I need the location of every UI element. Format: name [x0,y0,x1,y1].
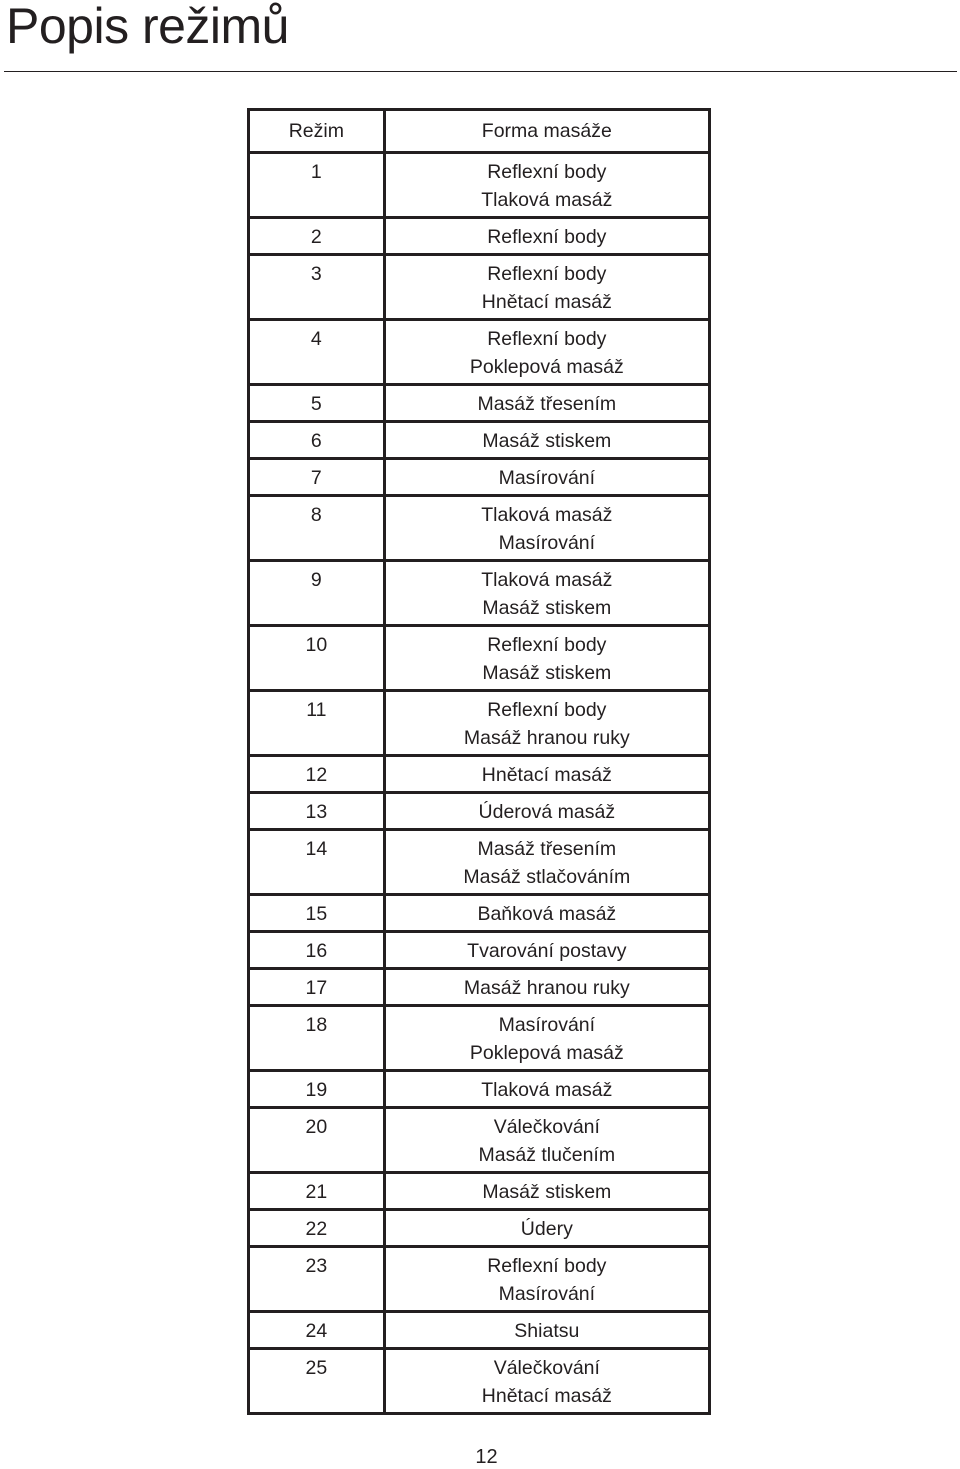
massage-form-cell [384,691,709,756]
massage-form: Masáž hranou ruky [463,977,630,999]
mode-number: 3 [249,255,385,320]
massage-form: Masáž tlučením [478,1144,616,1166]
mode-number: 11 [249,691,385,756]
massage-form-cell [384,255,709,320]
massage-form-cell [384,969,709,1006]
table-row [249,895,710,932]
table-row [249,1071,710,1108]
mode-number: 9 [249,561,385,626]
table-row [249,385,710,422]
mode-number: 16 [249,932,385,969]
massage-form: Masáž stiskem [482,597,612,619]
massage-form: Reflexní body [487,699,607,721]
massage-form-cell [384,218,709,255]
modes-table [247,108,711,1415]
massage-form-cell [384,1312,709,1349]
massage-form: Válečkování [493,1357,600,1379]
massage-form: Tlaková masáž [481,569,613,591]
table-row [249,793,710,830]
table-row [249,459,710,496]
table-header-row [249,110,710,153]
massage-form: Masáž stiskem [482,662,612,684]
mode-number: 22 [249,1210,385,1247]
massage-form: Reflexní body [487,161,607,183]
table-row [249,1006,710,1071]
massage-form-cell [384,153,709,218]
table-row [249,626,710,691]
massage-form: Masáž hranou ruky [463,727,630,749]
massage-form-cell [384,626,709,691]
massage-form: Masírování [498,467,596,489]
mode-number: 13 [249,793,385,830]
massage-form: Reflexní body [487,634,607,656]
header-mode: Režim [249,110,385,153]
page-title: Popis režimů [6,0,289,54]
massage-form-cell [384,561,709,626]
table-row [249,932,710,969]
mode-number: 5 [249,385,385,422]
massage-form-cell [384,1210,709,1247]
massage-form-cell [384,385,709,422]
massage-form: Masáž stiskem [482,430,612,452]
mode-number: 25 [249,1349,385,1414]
massage-form-cell [384,895,709,932]
table-row [249,1108,710,1173]
title-divider [4,71,957,72]
massage-form-cell [384,1108,709,1173]
massage-form: Tlaková masáž [481,1079,613,1101]
massage-form-cell [384,932,709,969]
massage-form: Masírování [498,1283,596,1305]
table-row [249,218,710,255]
table-row [249,1247,710,1312]
mode-number: 19 [249,1071,385,1108]
table-row [249,1312,710,1349]
table-row [249,1173,710,1210]
massage-form: Válečkování [493,1116,600,1138]
massage-form-cell [384,830,709,895]
header-form: Forma masáže [384,110,709,153]
mode-number: 20 [249,1108,385,1173]
massage-form-cell [384,422,709,459]
table-row [249,830,710,895]
table-row [249,1210,710,1247]
massage-form: Hnětací masáž [481,1385,612,1407]
mode-number: 7 [249,459,385,496]
table-row [249,691,710,756]
massage-form-cell [384,1006,709,1071]
massage-form-cell [384,320,709,385]
mode-number: 18 [249,1006,385,1071]
massage-form: Poklepová masáž [469,356,624,378]
table-row [249,320,710,385]
mode-number: 8 [249,496,385,561]
massage-form-cell [384,793,709,830]
massage-form-cell [384,1349,709,1414]
table-row [249,1349,710,1414]
massage-form: Tlaková masáž [481,189,613,211]
massage-form: Hnětací masáž [481,291,612,313]
mode-number: 1 [249,153,385,218]
mode-number: 6 [249,422,385,459]
massage-form-cell [384,1071,709,1108]
table-row [249,153,710,218]
massage-form-cell [384,1173,709,1210]
table-row [249,496,710,561]
table-row [249,422,710,459]
massage-form: Reflexní body [487,263,607,285]
mode-number: 4 [249,320,385,385]
massage-form: Masáž stiskem [482,1181,612,1203]
massage-form-cell [384,756,709,793]
mode-number: 23 [249,1247,385,1312]
massage-form: Tvarování postavy [467,940,627,962]
massage-form-cell [384,1247,709,1312]
mode-number: 14 [249,830,385,895]
table-row [249,756,710,793]
massage-form: Masáž třesením [477,393,617,415]
massage-form: Baňková masáž [477,903,617,925]
mode-number: 10 [249,626,385,691]
massage-form: Reflexní body [487,1255,607,1277]
massage-form-cell [384,459,709,496]
massage-form: Úderová masáž [478,801,616,823]
mode-number: 2 [249,218,385,255]
massage-form: Tlaková masáž [481,504,613,526]
modes-table-body [249,153,710,1414]
massage-form: Údery [520,1218,573,1240]
mode-number: 21 [249,1173,385,1210]
massage-form: Masírování [498,532,596,554]
page-number: 12 [475,1446,498,1468]
table-row [249,561,710,626]
massage-form-cell [384,496,709,561]
massage-form: Poklepová masáž [469,1042,624,1064]
massage-form: Masáž třesením [477,838,617,860]
massage-form: Hnětací masáž [481,764,612,786]
massage-form: Masáž stlačováním [463,866,631,888]
mode-number: 17 [249,969,385,1006]
table-row [249,255,710,320]
table-row [249,969,710,1006]
massage-form: Reflexní body [487,226,607,248]
mode-number: 24 [249,1312,385,1349]
mode-number: 15 [249,895,385,932]
massage-form: Reflexní body [487,328,607,350]
mode-number: 12 [249,756,385,793]
massage-form: Shiatsu [514,1320,580,1342]
massage-form: Masírování [498,1014,596,1036]
